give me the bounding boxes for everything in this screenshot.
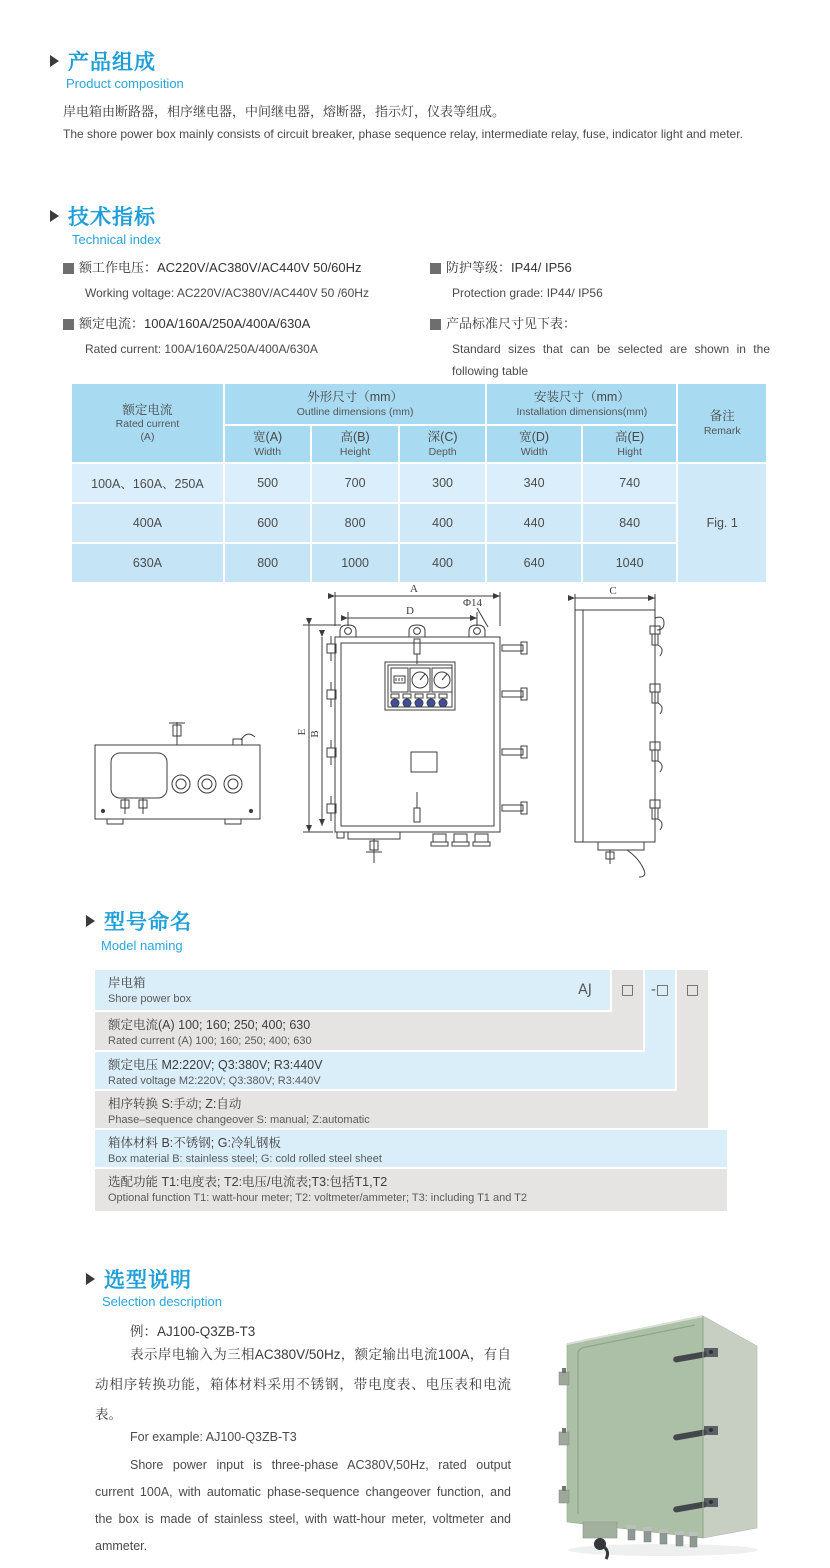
cell-height-b: 800 <box>312 504 397 542</box>
spec-item <box>63 256 425 280</box>
model-code-box1: □ <box>620 982 635 998</box>
selection-example-en: For example: AJ100-Q3ZB-T3 <box>130 1430 297 1444</box>
section-arrow-icon <box>50 210 59 222</box>
cell-current: 100A、160A、250A <box>72 464 223 502</box>
header-depth-c: 深(C) Depth <box>400 426 486 462</box>
spec-item <box>430 256 770 280</box>
dim-label-a: A <box>410 583 418 595</box>
product-paragraph-en: The shore power box mainly consists of circuit breaker, phase sequence relay, intermediate relay, fuse, indicator light and meter. <box>63 127 743 141</box>
header-height-b: 高(B) Height <box>312 426 397 462</box>
header-hight-e: 高(E) Hight <box>583 426 677 462</box>
header-width-a: 宽(A) Width <box>225 426 310 462</box>
model-row-box-material: 箱体材料 B:不锈钢; G:冷轧钢板 Box material B: stainless steel; G: cold rolled steel sheet <box>95 1130 727 1167</box>
cell-width-a: 600 <box>225 504 310 542</box>
selection-desc-zh: 表示岸电输入为三相AC380V/50Hz，额定输出电流100A，有自动相序转换功能，箱体材料采用不锈钢，带电度表、电压表和电流表。 <box>95 1347 511 1422</box>
spec-en-text: Rated current: 100A/160A/250A/400A/630A <box>85 342 318 356</box>
spec-item <box>63 312 425 336</box>
spec-item <box>430 312 770 336</box>
cell-width-a: 800 <box>225 544 310 582</box>
section-title-zh: 产品组成 <box>68 51 156 74</box>
table-row <box>72 464 766 502</box>
dim-label-c: C <box>609 585 617 597</box>
dim-label-d: D <box>406 605 414 617</box>
drawing-front-view <box>303 592 527 863</box>
dim-label-e: E <box>296 728 308 736</box>
product-photo <box>545 1300 803 1562</box>
section-selection-heading <box>86 1264 192 1294</box>
spec-bullet-icon <box>430 319 441 330</box>
spec-zh-text: 额工作电压：AC220V/AC380V/AC440V 50/60Hz <box>79 260 362 275</box>
spec-bullet-icon <box>63 263 74 274</box>
model-row-phase-sequence: 相序转换 S:手动; Z:自动 Phase–sequence changeover S: manual; Z:automatic <box>95 1091 708 1128</box>
header-remark: 备注 Remark <box>678 384 766 462</box>
cell-hight-e: 840 <box>583 504 677 542</box>
section-product-heading <box>50 46 156 76</box>
cell-depth-c: 300 <box>400 464 486 502</box>
cell-height-b: 700 <box>312 464 397 502</box>
dimension-table <box>70 382 768 584</box>
model-code-box2: -□ <box>650 982 670 998</box>
spec-bullet-icon <box>63 319 74 330</box>
section-title-zh: 型号命名 <box>104 911 192 934</box>
header-installation-dimensions: 安装尺寸（mm） Installation dimensions(mm) <box>487 384 676 424</box>
header-outline-dimensions: 外形尺寸（mm） Outline dimensions (mm) <box>225 384 485 424</box>
section-arrow-icon <box>86 1273 95 1285</box>
spec-column-right <box>430 256 770 390</box>
cell-hight-e: 740 <box>583 464 677 502</box>
cell-current: 400A <box>72 504 223 542</box>
drawing-bottom-view <box>95 722 260 824</box>
hole-note-label: Φ14 <box>463 597 483 609</box>
header-rated-current: 额定电流 Rated current (A) <box>72 384 223 462</box>
table-row <box>72 504 766 542</box>
selection-example-zh: 例：AJ100-Q3ZB-T3 <box>130 1324 256 1339</box>
dim-label-b: B <box>309 730 321 738</box>
section-title-zh: 选型说明 <box>104 1269 192 1292</box>
drawing-side-view <box>575 594 664 877</box>
model-code-box3: □ <box>685 982 700 998</box>
section-title-en: Product composition <box>66 76 184 91</box>
spec-zh-text: 产品标准尺寸见下表： <box>446 316 577 331</box>
spec-en-text: Working voltage: AC220V/AC380V/AC440V 50 /60Hz <box>85 286 369 300</box>
spec-en-text: Standard sizes that can be selected are shown in the following table <box>452 342 770 378</box>
model-row-rated-current: 额定电流(A) 100; 160; 250; 400; 630 Rated current (A) 100; 160; 250; 400; 630 <box>95 1012 643 1050</box>
cell-width-d: 640 <box>487 544 581 582</box>
indicator-lamps <box>391 694 447 707</box>
section-arrow-icon <box>50 55 59 67</box>
cell-width-d: 440 <box>487 504 581 542</box>
section-title-en: Model naming <box>101 938 183 953</box>
spec-bullet-icon <box>430 263 441 274</box>
cell-depth-c: 400 <box>400 504 486 542</box>
section-title-en: Technical index <box>72 232 161 247</box>
table-row <box>72 544 766 582</box>
section-title-en: Selection description <box>102 1294 222 1309</box>
cell-width-a: 500 <box>225 464 310 502</box>
model-row-rated-voltage: 额定电压 M2:220V; Q3:380V; R3:440V Rated voltage M2:220V; Q3:380V; R3:440V <box>95 1052 675 1089</box>
spec-column-left <box>63 256 425 368</box>
cell-width-d: 340 <box>487 464 581 502</box>
section-model-heading <box>86 906 192 936</box>
cell-remark: Fig. 1 <box>678 464 766 582</box>
model-row-optional-function: 选配功能 T1:电度表; T2:电压/电流表;T3:包括T1,T2 Optional function T1: watt-hour meter; T2: voltmeter/ammeter; T3: including T1 and T2 <box>95 1169 727 1211</box>
model-naming-diagram <box>95 968 741 1216</box>
model-row-shore-power-box: 岸电箱 Shore power box <box>95 970 610 1010</box>
cell-height-b: 1000 <box>312 544 397 582</box>
outline-drawing <box>65 582 765 882</box>
header-width-d: 宽(D) Width <box>487 426 581 462</box>
selection-desc-en: Shore power input is three-phase AC380V,50Hz, rated output current 100A, with automatic phase-sequence changeover function, and the box is made of stainless steel, with watt-hour meter, voltmeter and ammeter. <box>95 1458 511 1553</box>
model-code-prefix: AJ <box>578 982 592 998</box>
section-title-zh: 技术指标 <box>68 206 156 229</box>
cell-hight-e: 1040 <box>583 544 677 582</box>
spec-zh-text: 额定电流：100A/160A/250A/400A/630A <box>79 316 311 331</box>
spec-zh-text: 防护等级：IP44/ IP56 <box>446 260 572 275</box>
product-paragraph-zh: 岸电箱由断路器，相序继电器，中间继电器，熔断器，指示灯，仪表等组成。 <box>63 104 506 119</box>
section-arrow-icon <box>86 915 95 927</box>
cell-depth-c: 400 <box>400 544 486 582</box>
spec-en-text: Protection grade: IP44/ IP56 <box>452 286 603 300</box>
cell-current: 630A <box>72 544 223 582</box>
section-technical-heading <box>50 201 156 231</box>
